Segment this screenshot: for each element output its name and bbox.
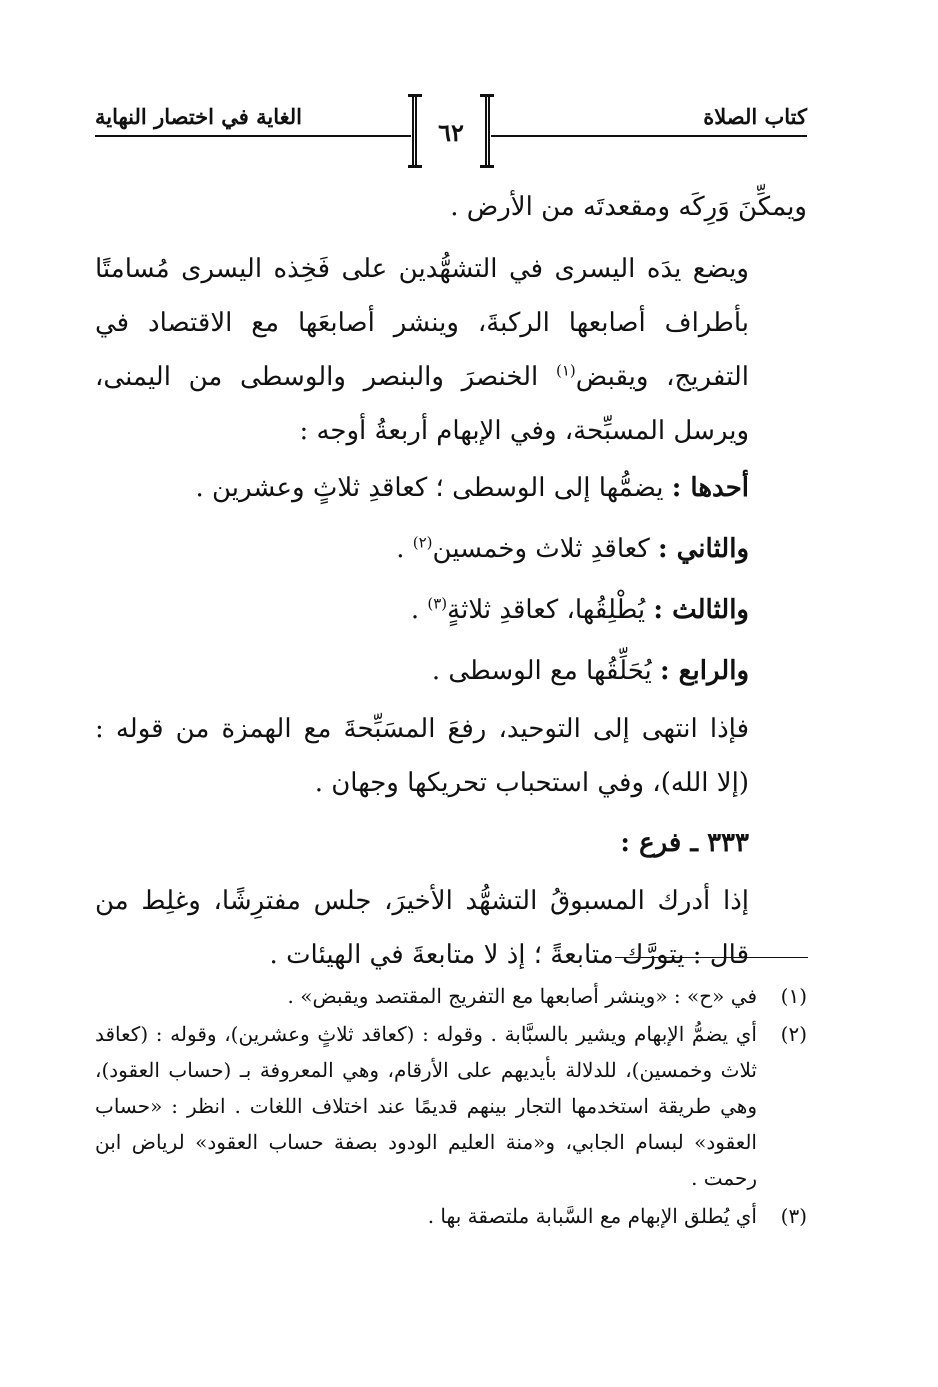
section-heading: ٣٣٣ ـ فرع : <box>620 828 749 858</box>
main-text <box>95 180 807 982</box>
list-item-3: والثالث : يُطْلِقُها، كعاقدِ ثلاثةٍ$^{(٣)}$ . <box>410 594 749 625</box>
footnote-text: في «ح» : «وينشر أصابعها مع التفريج المقتصد ويقبض» . <box>287 984 757 1008</box>
footnote-1 <box>95 978 807 1014</box>
footnote-number: (٢) <box>780 1022 807 1046</box>
list-item-1: أحدها : يضمُّها إلى الوسطى ؛ كعاقدِ ثلاثٍ وعشرين . <box>195 473 749 503</box>
page-number-frame <box>412 96 490 166</box>
footnote-ref-2: (٢) <box>412 533 433 552</box>
paragraph-1: ويمكِّنَ وَرِكَه ومقعدتَه من الأرض . <box>450 192 807 222</box>
list-label-3: والثالث : <box>653 595 749 625</box>
page-number: ٦٢ <box>438 118 464 147</box>
chapter-title: كتاب الصلاة <box>703 104 807 129</box>
paragraph-3: فإذا انتهى إلى التوحيد، رفعَ المسَبِّحةَ مع الهمزة من قوله : (إلا الله)، وفي استحباب تحريكها وجهان . <box>95 714 749 798</box>
footnotes <box>95 978 807 1236</box>
footnote-number: (١) <box>780 984 807 1008</box>
footnote-text: أي يضمُّ الإبهام ويشير بالسبَّابة . وقوله : (كعاقد ثلاثٍ وعشرين)، وقوله : (كعاقد ثلاث وخمسين)، للدلالة بأيديهم على الأرقام، وهي المعروفة بـ (حساب العقود)، وهي طريقة استخدمها التجار بينهم قديمًا عند اختلاف اللغات . انظر : «حساب العقود» لبسام الجابي، و«منة العليم الودود بصفة حساب العقود» لرياض ابن رحمت . <box>95 1022 757 1190</box>
page-header <box>95 96 807 176</box>
footnote-divider <box>615 957 808 958</box>
paragraph-4: إذا أدرك المسبوقُ التشهُّد الأخيرَ، جلس مفترِشًا، وغلِط من قال : يتورَّك متابعةً ؛ إذ لا متابعةَ في الهيئات . <box>95 886 749 970</box>
footnote-text: أي يُطلق الإبهام مع السَّبابة ملتصقة بها . <box>427 1204 757 1228</box>
list-label-2: والثاني : <box>657 534 749 564</box>
list-label-4: والرابع : <box>660 656 749 686</box>
footnote-ref-1: (١) <box>555 361 576 380</box>
footnote-3 <box>95 1198 807 1234</box>
list-label-1: أحدها : <box>671 473 749 503</box>
footnote-2 <box>95 1016 807 1196</box>
footnote-ref-3: (٣) <box>427 594 448 613</box>
footnote-number: (٣) <box>780 1204 807 1228</box>
list-item-2: والثاني : كعاقدِ ثلاث وخمسين$^{(٢)}$ . <box>396 533 749 564</box>
paragraph-2: ويضع يدَه اليسرى في التشهُّدين على فَخِذه اليسرى مُسامتًا بأطراف أصابعها الركبةَ، وينشر أصابعَها مع الاقتصاد في التفريج، ويقبض$^{(١)}$ الخنصرَ والبنصر والوسطى من اليمنى، ويرسل المسبِّحة، وفي الإبهام أربعةُ أوجه : <box>95 254 750 446</box>
list-item-4: والرابع : يُحَلِّقُها مع الوسطى . <box>431 656 749 686</box>
book-title: الغاية في اختصار النهاية <box>95 104 302 129</box>
header-rule-right <box>491 135 807 137</box>
header-rule-left <box>95 135 411 137</box>
